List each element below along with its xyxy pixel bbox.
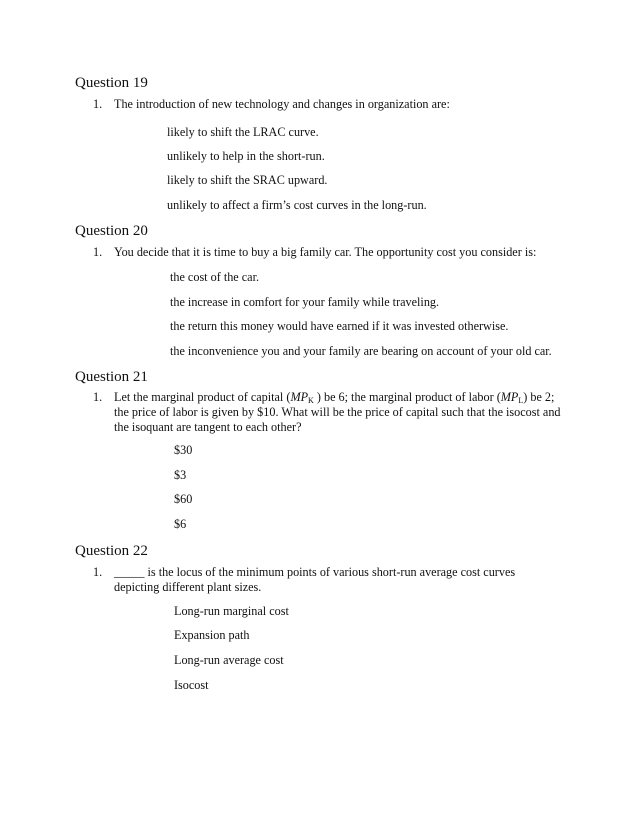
question-21-number: 1. <box>93 390 103 404</box>
question-22-text: _____ is the locus of the minimum points of various short-run average cost curves depicting different plant sizes. <box>114 565 516 594</box>
question-19-option-c[interactable]: likely to shift the SRAC upward. <box>167 173 328 187</box>
question-19-text: The introduction of new technology and changes in organization are: <box>114 97 450 111</box>
question-21-text <box>114 390 563 435</box>
question-21-text-part-2: ) be 6; the marginal product of labor ( <box>313 390 501 404</box>
question-19-prompt <box>93 97 573 112</box>
question-21-heading: Question 21 <box>75 369 148 385</box>
question-20-option-c[interactable]: the return this money would have earned if it was invested otherwise. <box>170 319 509 333</box>
l-subscript: L <box>518 396 524 405</box>
question-19-option-b[interactable]: unlikely to help in the short-run. <box>167 149 325 163</box>
question-21-option-b[interactable]: $3 <box>174 468 187 482</box>
question-22-number: 1. <box>93 565 103 579</box>
question-22-prompt <box>93 565 543 595</box>
question-21-prompt <box>93 390 563 435</box>
question-22-option-a[interactable]: Long-run marginal cost <box>174 604 289 618</box>
question-19-heading: Question 19 <box>75 75 148 91</box>
question-20-text: You decide that it is time to buy a big family car. The opportunity cost you consider is: <box>114 245 537 259</box>
question-20-heading: Question 20 <box>75 223 148 239</box>
question-21-option-d[interactable]: $6 <box>174 517 187 531</box>
question-21-text-part-3: ) be 2; the price of labor is given by $10. What will be the price of capital such that the isocost and the isoquant are tangent to each other? <box>114 390 561 434</box>
question-21-option-a[interactable]: $30 <box>174 443 193 457</box>
question-21-text-part-1: Let the marginal product of capital ( <box>114 390 291 404</box>
question-20-option-b[interactable]: the increase in comfort for your family while traveling. <box>170 295 440 309</box>
question-20-option-a[interactable]: the cost of the car. <box>170 270 260 284</box>
question-20-number: 1. <box>93 245 103 259</box>
question-20-prompt <box>93 245 573 260</box>
question-22-option-b[interactable]: Expansion path <box>174 628 250 642</box>
question-22-heading: Question 22 <box>75 543 148 559</box>
question-19-number: 1. <box>93 97 103 111</box>
question-22-option-d[interactable]: Isocost <box>174 678 209 692</box>
question-19-option-d[interactable]: unlikely to affect a firm’s cost curves in the long-run. <box>167 198 427 212</box>
mp-symbol: MP <box>290 390 309 404</box>
mp-symbol: MP <box>500 390 519 404</box>
question-19-option-a[interactable]: likely to shift the LRAC curve. <box>167 125 319 139</box>
k-subscript: K <box>308 396 314 405</box>
question-20-option-d[interactable]: the inconvenience you and your family are bearing on account of your old car. <box>170 344 552 358</box>
question-22-option-c[interactable]: Long-run average cost <box>174 653 284 667</box>
question-21-option-c[interactable]: $60 <box>174 492 193 506</box>
